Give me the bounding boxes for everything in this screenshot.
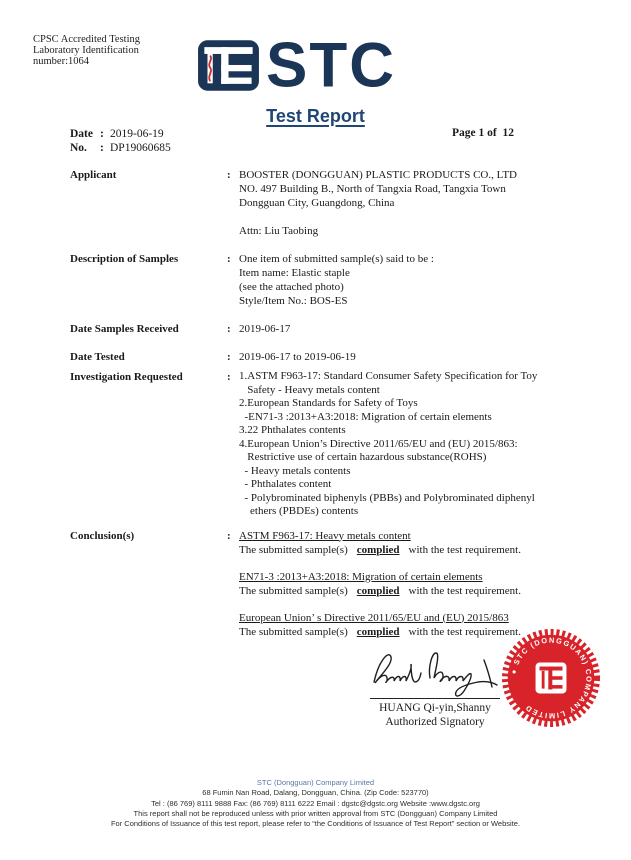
investigation-value: 1.ASTM F963-17: Standard Consumer Safety Specification for Toy Safety - Heavy metals content 2.European Standards for Safety of Toys -EN71-3 :2013+A3:2018: Migration of certain elements 3.22 Phthalates contents 4.European Union’s Directive 2011/65/EU and (EU) 2015/863: Restrictive use of certain hazardous substance(ROHS) - Heavy metals contents - Phthalates content - Polybrominated biphenyls (PBBs) and Polybrominated diphenyl ethers (PBDEs) contents bbox=[239, 370, 538, 517]
description-label: Description of Samples bbox=[70, 253, 179, 265]
handwritten-signature bbox=[366, 640, 506, 700]
report-footer bbox=[0, 778, 631, 829]
description-row bbox=[70, 252, 592, 308]
date-label: Date bbox=[70, 128, 93, 140]
complied-keyword: complied bbox=[356, 625, 400, 638]
signatory-name: HUANG Qi-yin,Shanny bbox=[379, 702, 491, 714]
footer-notice: This report shall not be reproduced unless with prior written approval from STC (Dongguan) Company Limited bbox=[133, 808, 498, 818]
conclusion-result: The submitted sample(s) complied with the test requirement. bbox=[239, 543, 521, 556]
applicant-row bbox=[70, 168, 592, 238]
conclusion-heading: ASTM F963-17: Heavy metals content bbox=[239, 529, 411, 542]
complied-keyword: complied bbox=[356, 543, 400, 556]
conclusion-heading: European Union’ s Directive 2011/65/EU and (EU) 2015/863 bbox=[239, 611, 509, 624]
accreditation-line: CPSC Accredited Testing bbox=[33, 34, 140, 45]
seal-ring-text: ● STC (DONGGUAN) COMPANY LIMITED bbox=[508, 635, 594, 721]
date-received-row bbox=[70, 322, 592, 336]
report-no-value: DP19060685 bbox=[110, 142, 171, 154]
complied-keyword: complied bbox=[356, 584, 400, 597]
conclusion-result: The submitted sample(s) complied with the test requirement. bbox=[239, 584, 521, 597]
stc-square-glyph-icon bbox=[197, 38, 260, 93]
page-title: Test Report bbox=[266, 106, 365, 126]
applicant-label: Applicant bbox=[70, 169, 117, 181]
colon: : bbox=[227, 253, 231, 265]
colon: : bbox=[100, 128, 104, 140]
conclusions-label: Conclusion(s) bbox=[70, 529, 135, 542]
signature-line bbox=[370, 698, 500, 699]
colon: : bbox=[100, 142, 104, 154]
report-fields bbox=[70, 168, 592, 652]
colon: : bbox=[227, 371, 231, 383]
report-meta bbox=[70, 127, 171, 155]
accreditation-note bbox=[33, 34, 193, 67]
conclusion-heading: EN71-3 :2013+A3:2018: Migration of certain elements bbox=[239, 570, 483, 583]
date-tested-label: Date Tested bbox=[70, 351, 125, 363]
date-received-value: 2019-06-17 bbox=[239, 323, 291, 335]
accreditation-line: Laboratory Identification bbox=[33, 45, 139, 56]
conclusion-result: The submitted sample(s) complied with the test requirement. bbox=[239, 625, 521, 638]
seal-center-glyph bbox=[540, 667, 563, 690]
date-value: 2019-06-19 bbox=[110, 128, 164, 140]
footer-address: 68 Fumin Nan Road, Dalang, Dongguan, China. (Zip Code: 523770) bbox=[202, 788, 429, 798]
date-tested-value: 2019-06-17 to 2019-06-19 bbox=[239, 351, 356, 363]
date-received-label: Date Samples Received bbox=[70, 323, 179, 335]
conclusion-item bbox=[239, 529, 592, 557]
description-value: One item of submitted sample(s) said to be : Item name: Elastic staple (see the attached photo) Style/Item No.: BOS-ES bbox=[239, 253, 434, 307]
meta-no-row bbox=[70, 141, 171, 155]
applicant-value: BOOSTER (DONGGUAN) PLASTIC PRODUCTS CO., LTD NO. 497 Building B., North of Tangxia Road, Tangxia Town Dongguan City, Guangdong, China Attn: Liu Taobing bbox=[239, 169, 517, 237]
investigation-label: Investigation Requested bbox=[70, 371, 183, 383]
footer-notice: For Conditions of Issuance of this test report, please refer to “the Conditions of Issuance of Test Report” section or Website. bbox=[110, 819, 521, 829]
conclusion-item bbox=[239, 570, 592, 598]
colon: : bbox=[227, 323, 231, 335]
meta-date-row bbox=[70, 127, 171, 141]
company-seal bbox=[498, 625, 604, 731]
accreditation-line: number:1064 bbox=[33, 56, 89, 67]
colon: : bbox=[227, 169, 231, 181]
stc-logo bbox=[197, 30, 396, 101]
stc-logo-text: STC bbox=[266, 30, 396, 101]
report-no-label: No. bbox=[70, 142, 87, 154]
footer-company-name: STC (Dongguan) Company Limited bbox=[256, 778, 375, 787]
page-number: Page 1 of 12 bbox=[452, 127, 514, 139]
footer-contact: Tel : (86 769) 8111 9888 Fax: (86 769) 8111 6222 Email : dgstc@dgstc.org Website :www.dgstc.org bbox=[151, 798, 480, 808]
investigation-row bbox=[70, 370, 592, 519]
colon: : bbox=[227, 351, 231, 363]
colon: : bbox=[227, 529, 231, 542]
signatory-title: Authorized Signatory bbox=[385, 716, 485, 728]
date-tested-row bbox=[70, 350, 592, 364]
